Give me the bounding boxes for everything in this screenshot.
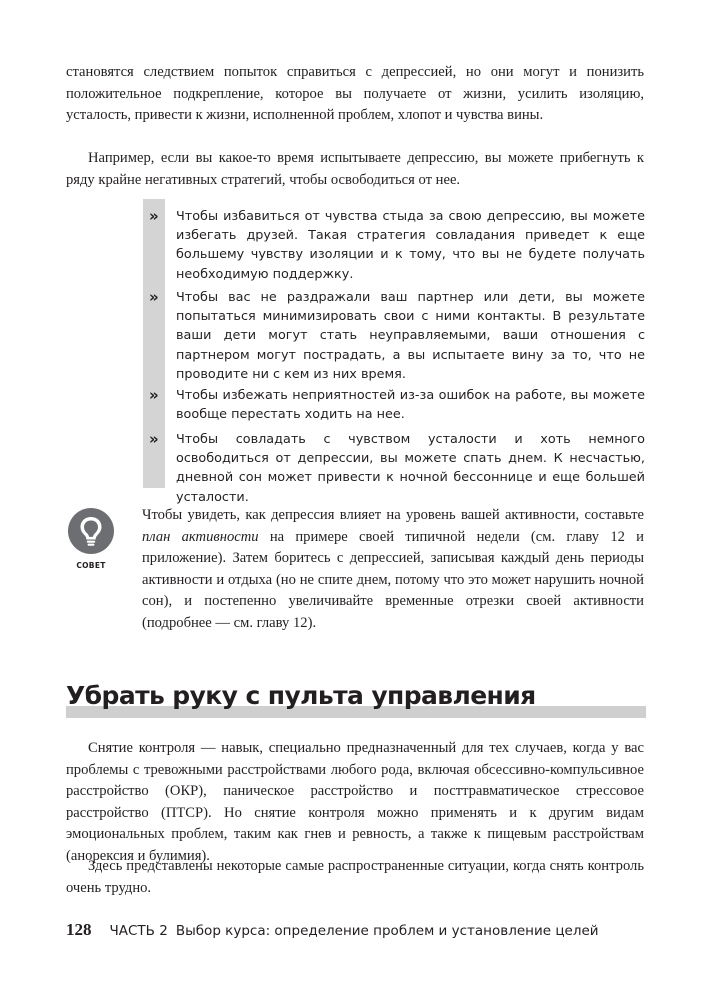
tip-label: СОВЕТ <box>76 561 106 570</box>
section-title: Убрать руку с пульта управления <box>66 681 536 710</box>
bullet-marker-icon: » <box>149 207 159 225</box>
example-paragraph: Например, если вы какое-то время испытываете депрессию, вы можете прибегнуть к ряду крайне негативных стратегий, чтобы освободиться от нее. <box>66 150 644 188</box>
lightbulb-icon <box>68 508 114 554</box>
section-paragraph-2: Здесь представлены некоторые самые распространенные ситуации, когда снять контроль очень трудно. <box>66 858 644 896</box>
section-heading <box>66 678 646 718</box>
bullet-marker-icon: » <box>149 288 159 306</box>
chapter-title: Выбор курса: определение проблем и установление целей <box>175 923 599 939</box>
page-number: 128 <box>66 920 92 939</box>
bullet-text: Чтобы избежать неприятностей из-за ошибок на работе, вы можете вообще перестать ходить на нее. <box>176 388 645 423</box>
section-paragraph-1: Снятие контроля — навык, специально предназначенный для тех случаев, когда у вас проблемы с тревожными расстройствами любого рода, включая обсессивно-компульсивное расстройство (ОКР), паническое расстройство и посттравматическое стрессовое расстройство (ПТСР). Но снятие контроля можно применять и к другим видам эмоциональных проблем, таким как гнев и ревность, а также к пищевым расстройствам (анорексия и булимия). <box>66 740 644 864</box>
top-paragraph: становятся следствием попыток справиться с депрессией, но они могут и понизить положительное подкрепление, которое вы получаете от жизни, усилить изоляцию, усталость, привести к жизни, исполненной проблем, хлопот и чувства вины. <box>66 64 644 123</box>
bullet-text: Чтобы совладать с чувством усталости и хоть немного освободиться от депрессии, вы можете спать днем. К несчастью, дневной сон может привести к ночной бессоннице и еще большей усталости. <box>176 432 645 505</box>
part-label: ЧАСТЬ 2 <box>109 923 168 939</box>
bullet-text: Чтобы избавиться от чувства стыда за свою депрессию, вы можете избегать друзей. Такая стратегия совладания приведет к еще большему чувству изоляции и к тому, что вы не будете получать необходимую поддержку. <box>176 209 645 282</box>
tip-text <box>142 505 644 634</box>
tip-text-emphasis: план активности <box>142 528 259 545</box>
bullet-list <box>143 199 645 505</box>
bullet-marker-icon: » <box>149 430 159 448</box>
tip-text-end: на примере своей типичной недели (см. главу 12 и приложение). Затем боритесь с депрессией, записывая каждый день периоды активности и отдыха (но не спите днем, потому что это может нарушить ночной сон), и постепенно увеличивайте временные отрезки своей активности (подробнее — см. главу 12). <box>142 528 644 631</box>
bullet-text: Чтобы вас не раздражали ваш партнер или дети, вы можете попытаться минимизировать свои с ними контакты. В результате ваши дети могут стать неуправляемыми, ваши отношения с партнером могут пострадать, а вы испытаете вину за то, что не проводите ни с кем из них время. <box>176 290 645 382</box>
page-footer <box>66 920 646 942</box>
tip-text-start: Чтобы увидеть, как депрессия влияет на уровень вашей активности, составьте <box>142 507 644 523</box>
bullet-marker-icon: » <box>149 386 159 404</box>
